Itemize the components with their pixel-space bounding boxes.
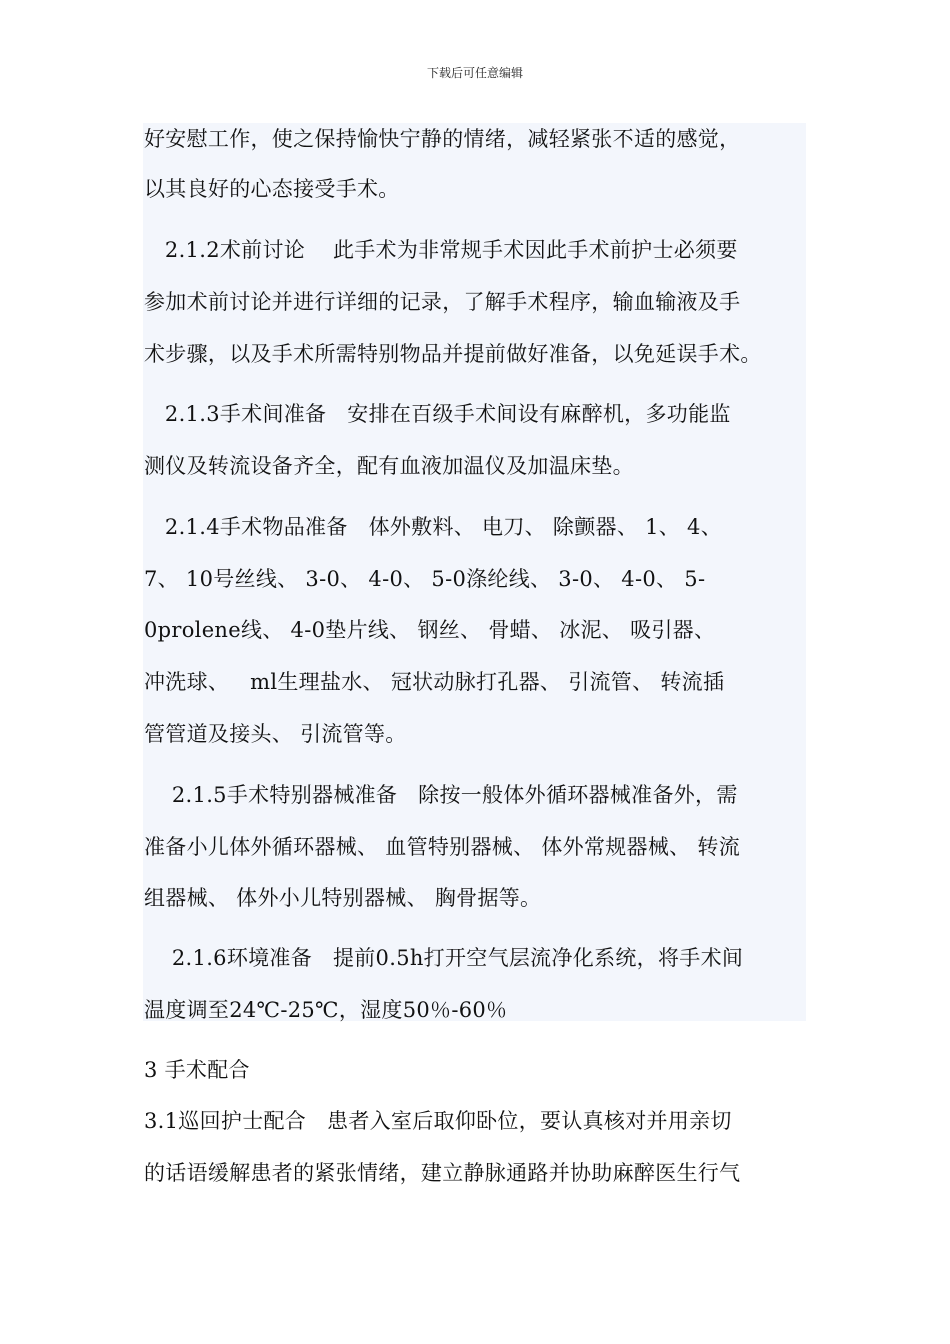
text-line: 7、 10号丝线、 3-0、 4-0、 5-0涤纶线、 3-0、 4-0、 5-: [144, 567, 706, 591]
text-line: 2.1.2术前讨论 此手术为非常规手术因此手术前护士必须要: [144, 238, 738, 262]
text-line: 组器械、 体外小儿特别器械、 胸骨据等。: [144, 886, 542, 910]
text-line: 2.1.4手术物品准备 体外敷料、 电刀、 除颤器、 1、 4、: [144, 515, 723, 539]
text-line: 的话语缓解患者的紧张情绪，建立静脉通路并协助麻醉医生行气: [144, 1161, 741, 1185]
text-line: 管管道及接头、 引流管等。: [144, 722, 407, 746]
text-line: 2.1.6环境准备 提前0.5h打开空气层流净化系统，将手术间: [144, 946, 744, 970]
text-line: 术步骤，以及手术所需特别物品并提前做好准备，以免延误手术。: [144, 342, 762, 366]
text-line: 以其良好的心态接受手术。: [144, 177, 400, 201]
text-line: 参加术前讨论并进行详细的记录，了解手术程序，输血输液及手: [144, 290, 741, 314]
section-heading: 3 手术配合: [144, 1058, 250, 1082]
text-line: 2.1.3手术间准备 安排在百级手术间设有麻醉机，多功能监: [144, 402, 731, 426]
text-line: 温度调至24℃-25℃，湿度50％-60％: [144, 998, 508, 1022]
text-line: 测仪及转流设备齐全，配有血液加温仪及加温床垫。: [144, 454, 634, 478]
text-line: 3.1巡回护士配合 患者入室后取仰卧位，要认真核对并用亲切: [144, 1109, 732, 1133]
text-line: 0prolene线、 4-0垫片线、 钢丝、 骨蜡、 冰泥、 吸引器、: [144, 618, 716, 642]
text-line: 冲洗球、 ml生理盐水、 冠状动脉打孔器、 引流管、 转流插: [144, 670, 725, 694]
page-header: 下载后可任意编辑: [426, 66, 523, 80]
text-line: 2.1.5手术特别器械准备 除按一般体外循环器械准备外，需: [144, 783, 738, 807]
text-line: 准备小儿体外循环器械、 血管特别器械、 体外常规器械、 转流: [144, 835, 741, 859]
text-line: 好安慰工作，使之保持愉快宁静的情绪，减轻紧张不适的感觉，: [144, 127, 741, 151]
